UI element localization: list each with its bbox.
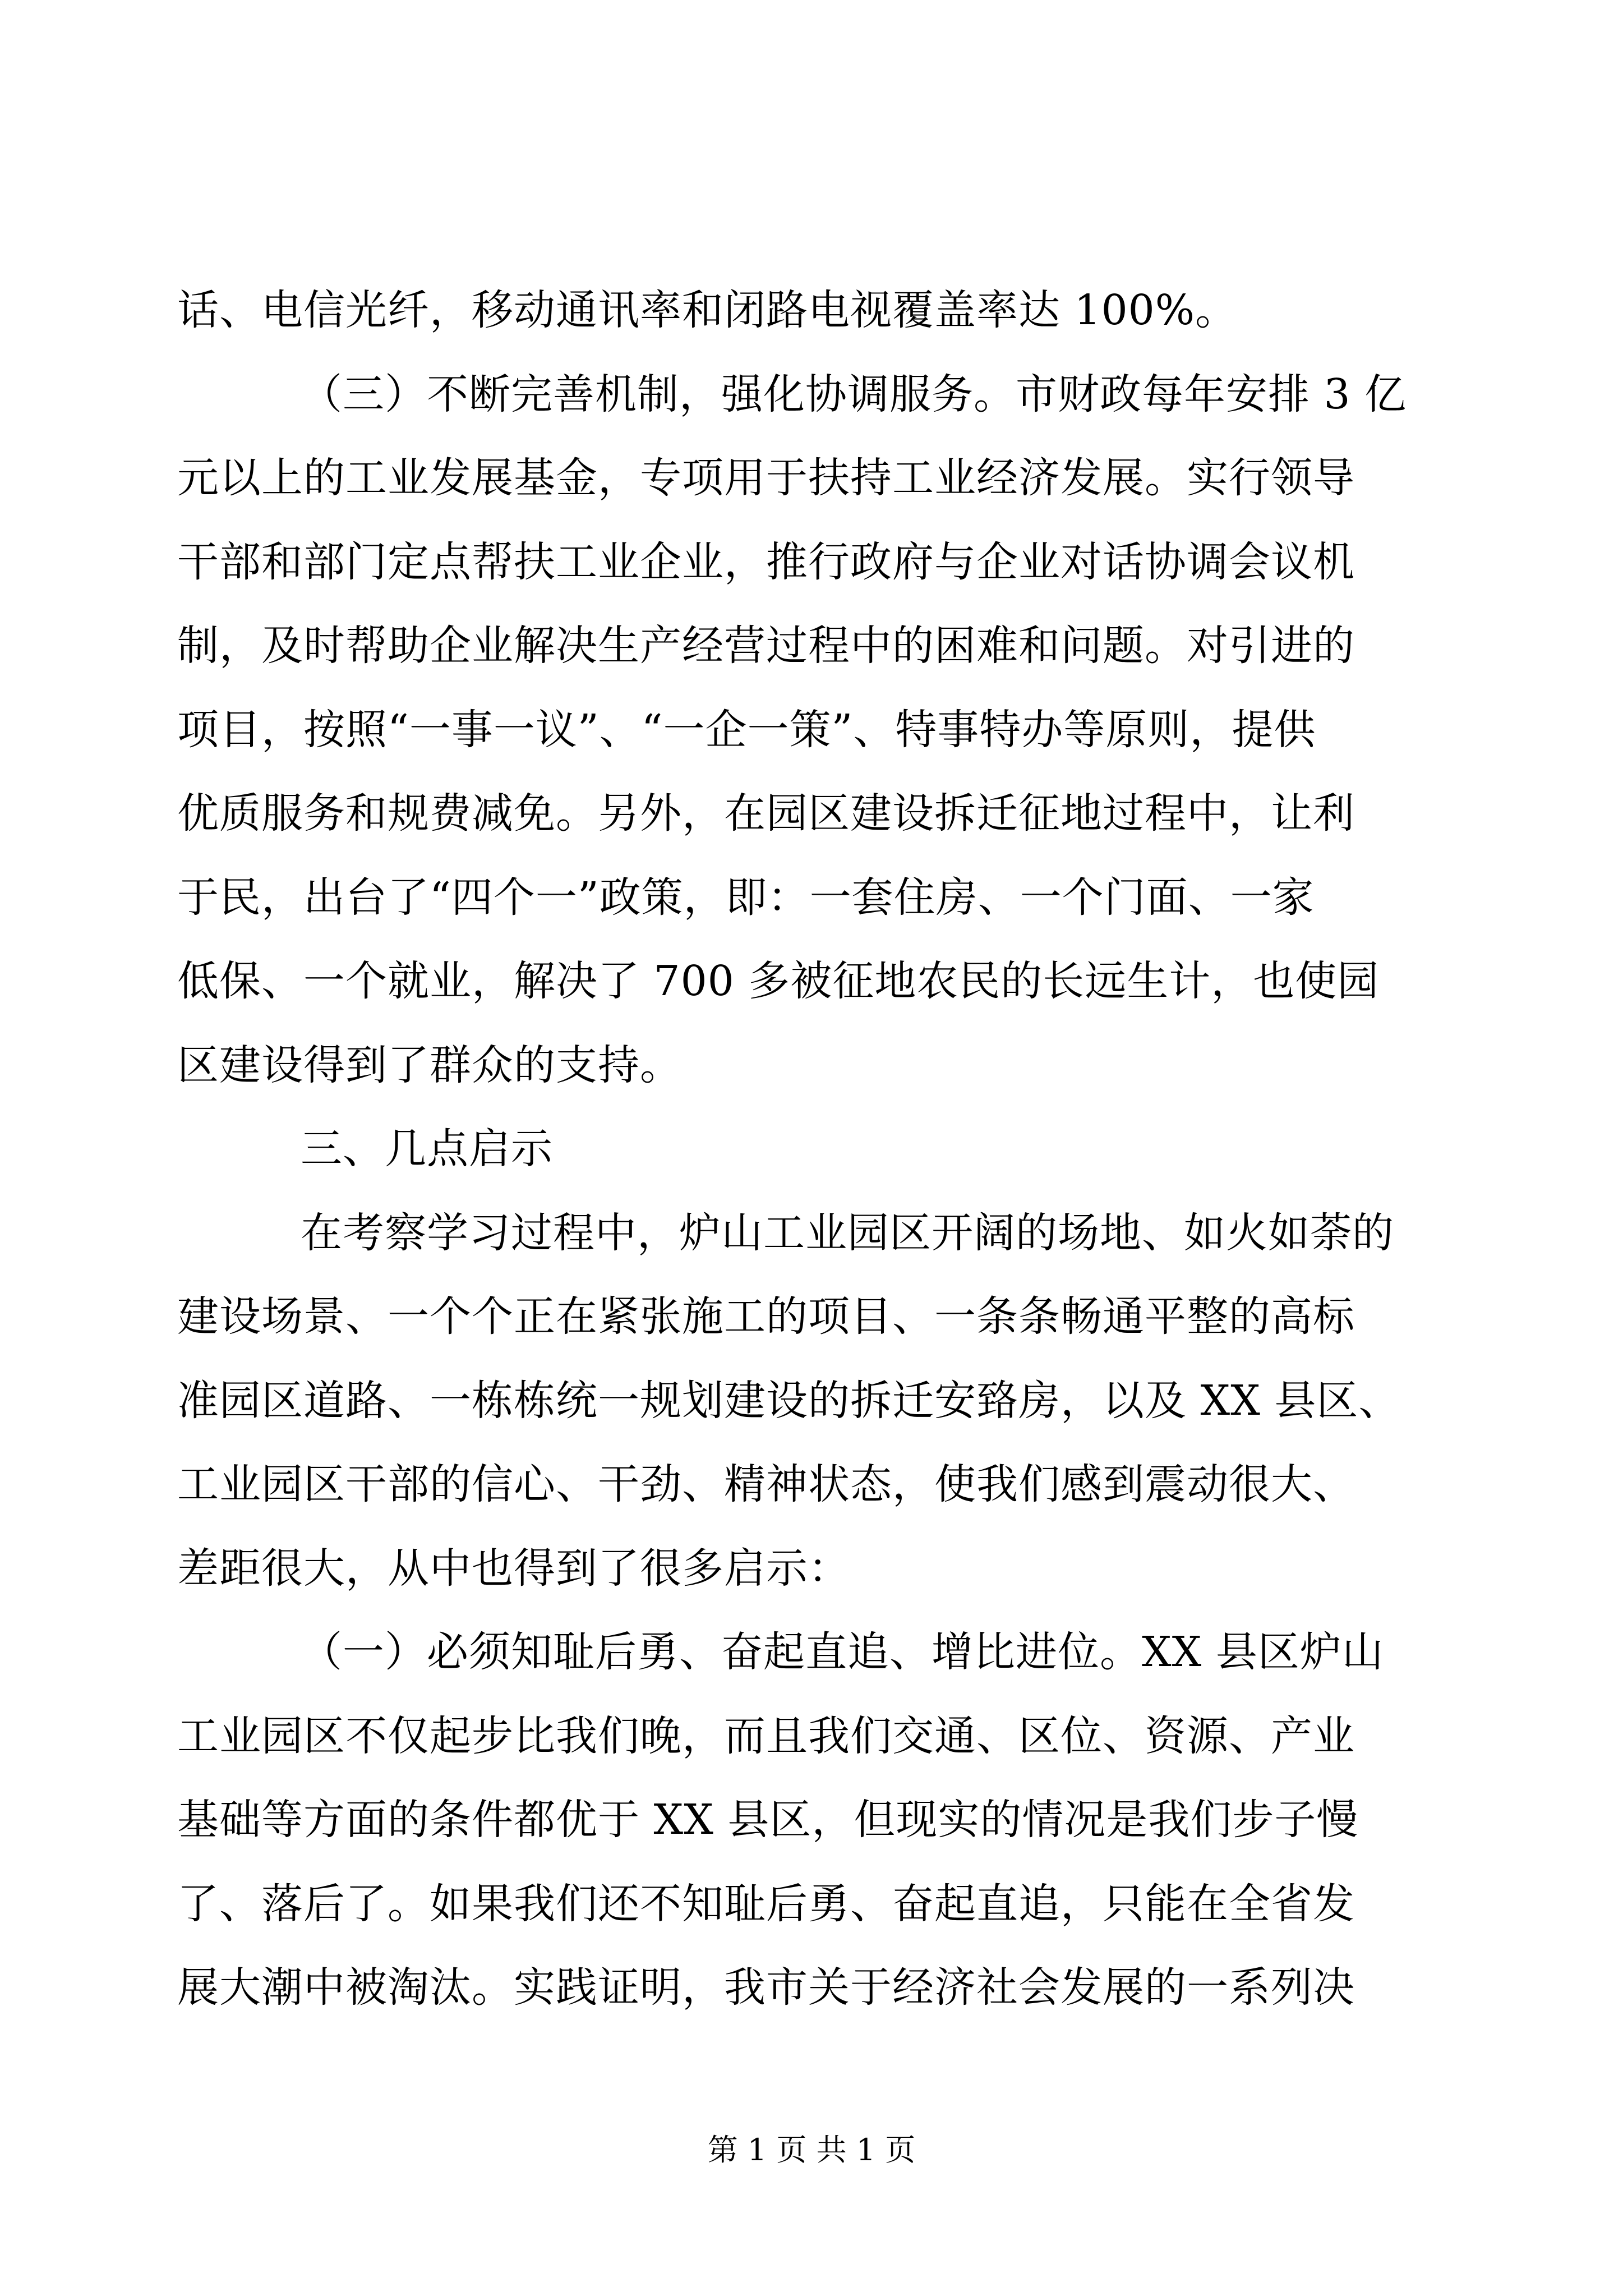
text-line: （一）必须知耻后勇、奋起直追、增比进位。XX 县区炉山 bbox=[301, 1628, 1384, 1676]
text-line: 制，及时帮助企业解决生产经营过程中的困难和问题。对引进的 bbox=[177, 622, 1355, 670]
text-line: 在考察学习过程中，炉山工业园区开阔的场地、如火如荼的 bbox=[301, 1209, 1394, 1257]
text-line: 区建设得到了群众的支持。 bbox=[177, 1041, 682, 1089]
section-heading: 三、几点启示 bbox=[301, 1125, 553, 1173]
text-line: 基础等方面的条件都优于 XX 县区，但现实的情况是我们步子慢 bbox=[177, 1796, 1359, 1844]
page-footer: 第 1 页 共 1 页 bbox=[707, 2132, 916, 2168]
text-line: 建设场景、一个个正在紧张施工的项目、一条条畅通平整的高标 bbox=[177, 1292, 1355, 1341]
text-line: 展大潮中被淘汰。实践证明，我市关于经济社会发展的一系列决 bbox=[177, 1963, 1355, 2012]
text-line: 干部和部门定点帮扶工业企业，推行政府与企业对话协调会议机 bbox=[177, 538, 1355, 586]
text-line: 优质服务和规费减免。另外，在园区建设拆迁征地过程中，让利 bbox=[177, 789, 1355, 838]
text-line: 话、电信光纤，移动通讯率和闭路电视覆盖率达 100%。 bbox=[177, 286, 1238, 334]
text-line: 工业园区不仅起步比我们晚，而且我们交通、区位、资源、产业 bbox=[177, 1712, 1355, 1760]
text-line: （三）不断完善机制，强化协调服务。市财政每年安排 3 亿 bbox=[301, 370, 1407, 418]
text-line: 工业园区干部的信心、干劲、精神状态，使我们感到震动很大、 bbox=[177, 1460, 1355, 1508]
text-line: 低保、一个就业，解决了 700 多被征地农民的长远生计，也使园 bbox=[177, 957, 1380, 1005]
text-line: 差距很大，从中也得到了很多启示： bbox=[177, 1544, 850, 1593]
text-line: 了、落后了。如果我们还不知耻后勇、奋起直追，只能在全省发 bbox=[177, 1880, 1355, 1928]
text-line: 项目，按照“一事一议”、“一企一策”、特事特办等原则，提供 bbox=[177, 706, 1316, 754]
text-line: 准园区道路、一栋栋统一规划建设的拆迁安臵房，以及 XX 县区、 bbox=[177, 1377, 1401, 1425]
text-line: 元以上的工业发展基金，专项用于扶持工业经济发展。实行领导 bbox=[177, 454, 1355, 502]
text-line: 于民，出台了“四个一”政策，即：一套住房、一个门面、一家 bbox=[177, 873, 1315, 922]
